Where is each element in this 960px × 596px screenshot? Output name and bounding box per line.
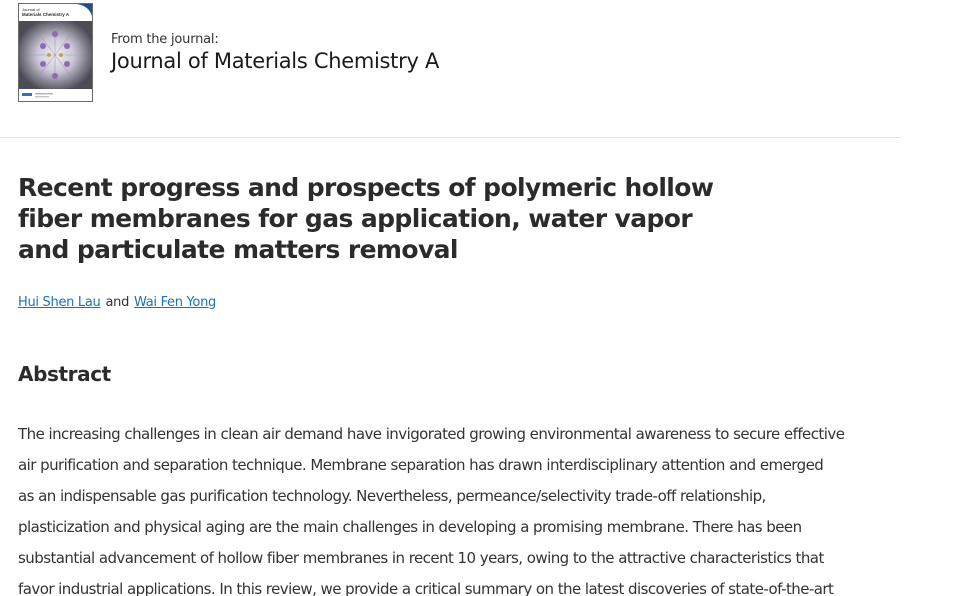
from-journal-label: From the journal: bbox=[111, 32, 219, 47]
journal-cover-art bbox=[19, 4, 92, 101]
journal-header bbox=[0, 0, 900, 138]
cover-title-line2: Materials Chemistry A bbox=[22, 12, 70, 17]
abstract-line: plasticization and physical aging are the main challenges in developing a promising membrane. There has been bbox=[18, 518, 802, 536]
journal-title[interactable]: Journal of Materials Chemistry A bbox=[111, 49, 440, 73]
abstract-line: The increasing challenges in clean air demand have invigorated growing environmental awareness to secure effective bbox=[18, 425, 845, 443]
abstract-body bbox=[18, 419, 898, 596]
abstract-line: as an indispensable gas purification technology. Nevertheless, permeance/selectivity trade-off relationship, bbox=[18, 487, 766, 505]
abstract-line: air purification and separation technique. Membrane separation has drawn interdisciplinary attention and emerged bbox=[18, 456, 824, 474]
abstract-line: favor industrial applications. In this review, we provide a critical summary on the latest discoveries of state-of-the-art bbox=[18, 580, 834, 596]
article-title: Recent progress and prospects of polymeric hollow fiber membranes for gas application, water vapor and particulate matters removal bbox=[18, 173, 714, 264]
cover-title-line1: Journal of bbox=[22, 7, 40, 12]
journal-cover-image[interactable] bbox=[18, 3, 93, 102]
authors-separator: and bbox=[105, 295, 130, 310]
author-link-2[interactable]: Wai Fen Yong bbox=[134, 295, 216, 310]
author-link-1[interactable]: Hui Shen Lau bbox=[18, 295, 101, 310]
abstract-line: substantial advancement of hollow fiber membranes in recent 10 years, owing to the attractive characteristics that bbox=[18, 549, 824, 567]
author-list bbox=[18, 295, 216, 310]
abstract-heading: Abstract bbox=[18, 362, 111, 386]
